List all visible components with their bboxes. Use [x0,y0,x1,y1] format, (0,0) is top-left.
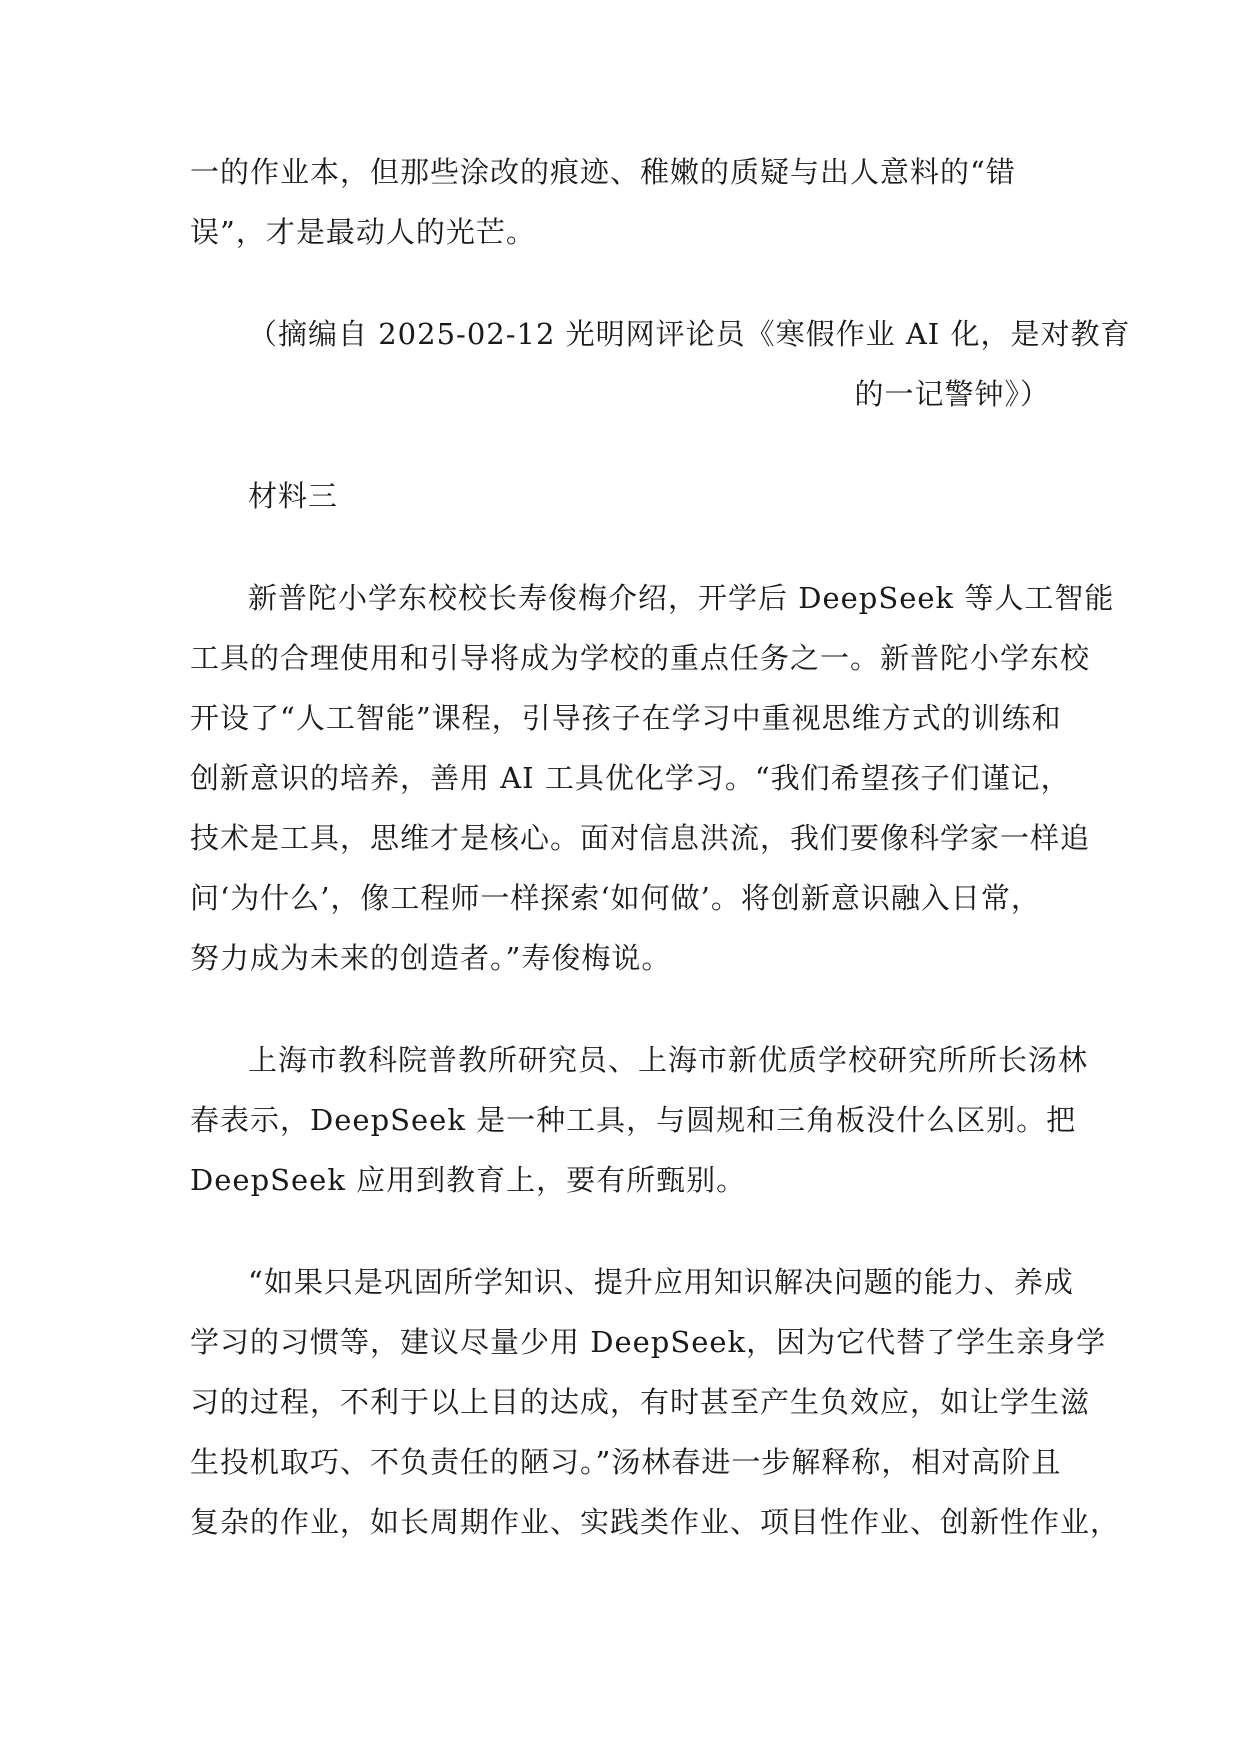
paragraph-line: 春表示，DeepSeek 是一种工具，与圆规和三角板没什么区别。把 [190,1103,1077,1137]
paragraph-line: 生投机取巧、不负责任的陋习。”汤林春进一步解释称，相对高阶且 [190,1445,1062,1479]
section-title: 材料三 [248,479,339,513]
paragraph-line: 一的作业本，但那些涂改的痕迹、稚嫩的质疑与出人意料的“错 [190,155,1016,189]
paragraph-line: 学习的习惯等，建议尽量少用 DeepSeek，因为它代替了学生亲身学 [190,1325,1107,1359]
paragraph-line: 技术是工具，思维才是核心。面对信息洪流，我们要像科学家一样追 [190,821,1091,855]
paragraph-line: 问‘为什么’，像工程师一样探索‘如何做’。将创新意识融入日常， [190,881,1041,915]
citation-line: 的一记警钟》） [854,377,1050,411]
paragraph-line: 开设了“人工智能”课程，引导孩子在学习中重视思维方式的训练和 [190,701,1062,735]
paragraph-line: 上海市教科院普教所研究员、上海市新优质学校研究所所长汤林 [248,1043,1089,1077]
paragraph-line: 习的过程，不利于以上目的达成，有时甚至产生负效应，如让学生滋 [190,1385,1091,1419]
paragraph-line: 创新意识的培养，善用 AI 工具优化学习。“我们希望孩子们谨记， [190,761,1071,795]
paragraph-line: 误”，才是最动人的光芒。 [190,215,536,249]
paragraph-line: 工具的合理使用和引导将成为学校的重点任务之一。新普陀小学东校 [190,641,1091,675]
citation-line: （摘编自 2025-02-12 光明网评论员《寒假作业 AI 化，是对教育 [248,317,1131,351]
paragraph-line: 新普陀小学东校校长寿俊梅介绍，开学后 DeepSeek 等人工智能 [248,581,1115,615]
paragraph-line: “如果只是巩固所学知识、提升应用知识解决问题的能力、养成 [248,1265,1074,1299]
paragraph-line: DeepSeek 应用到教育上，要有所甄别。 [190,1163,747,1197]
paragraph-line: 努力成为未来的创造者。”寿俊梅说。 [190,941,672,975]
paragraph-line: 复杂的作业，如长周期作业、实践类作业、项目性作业、创新性作业， [190,1505,1121,1539]
